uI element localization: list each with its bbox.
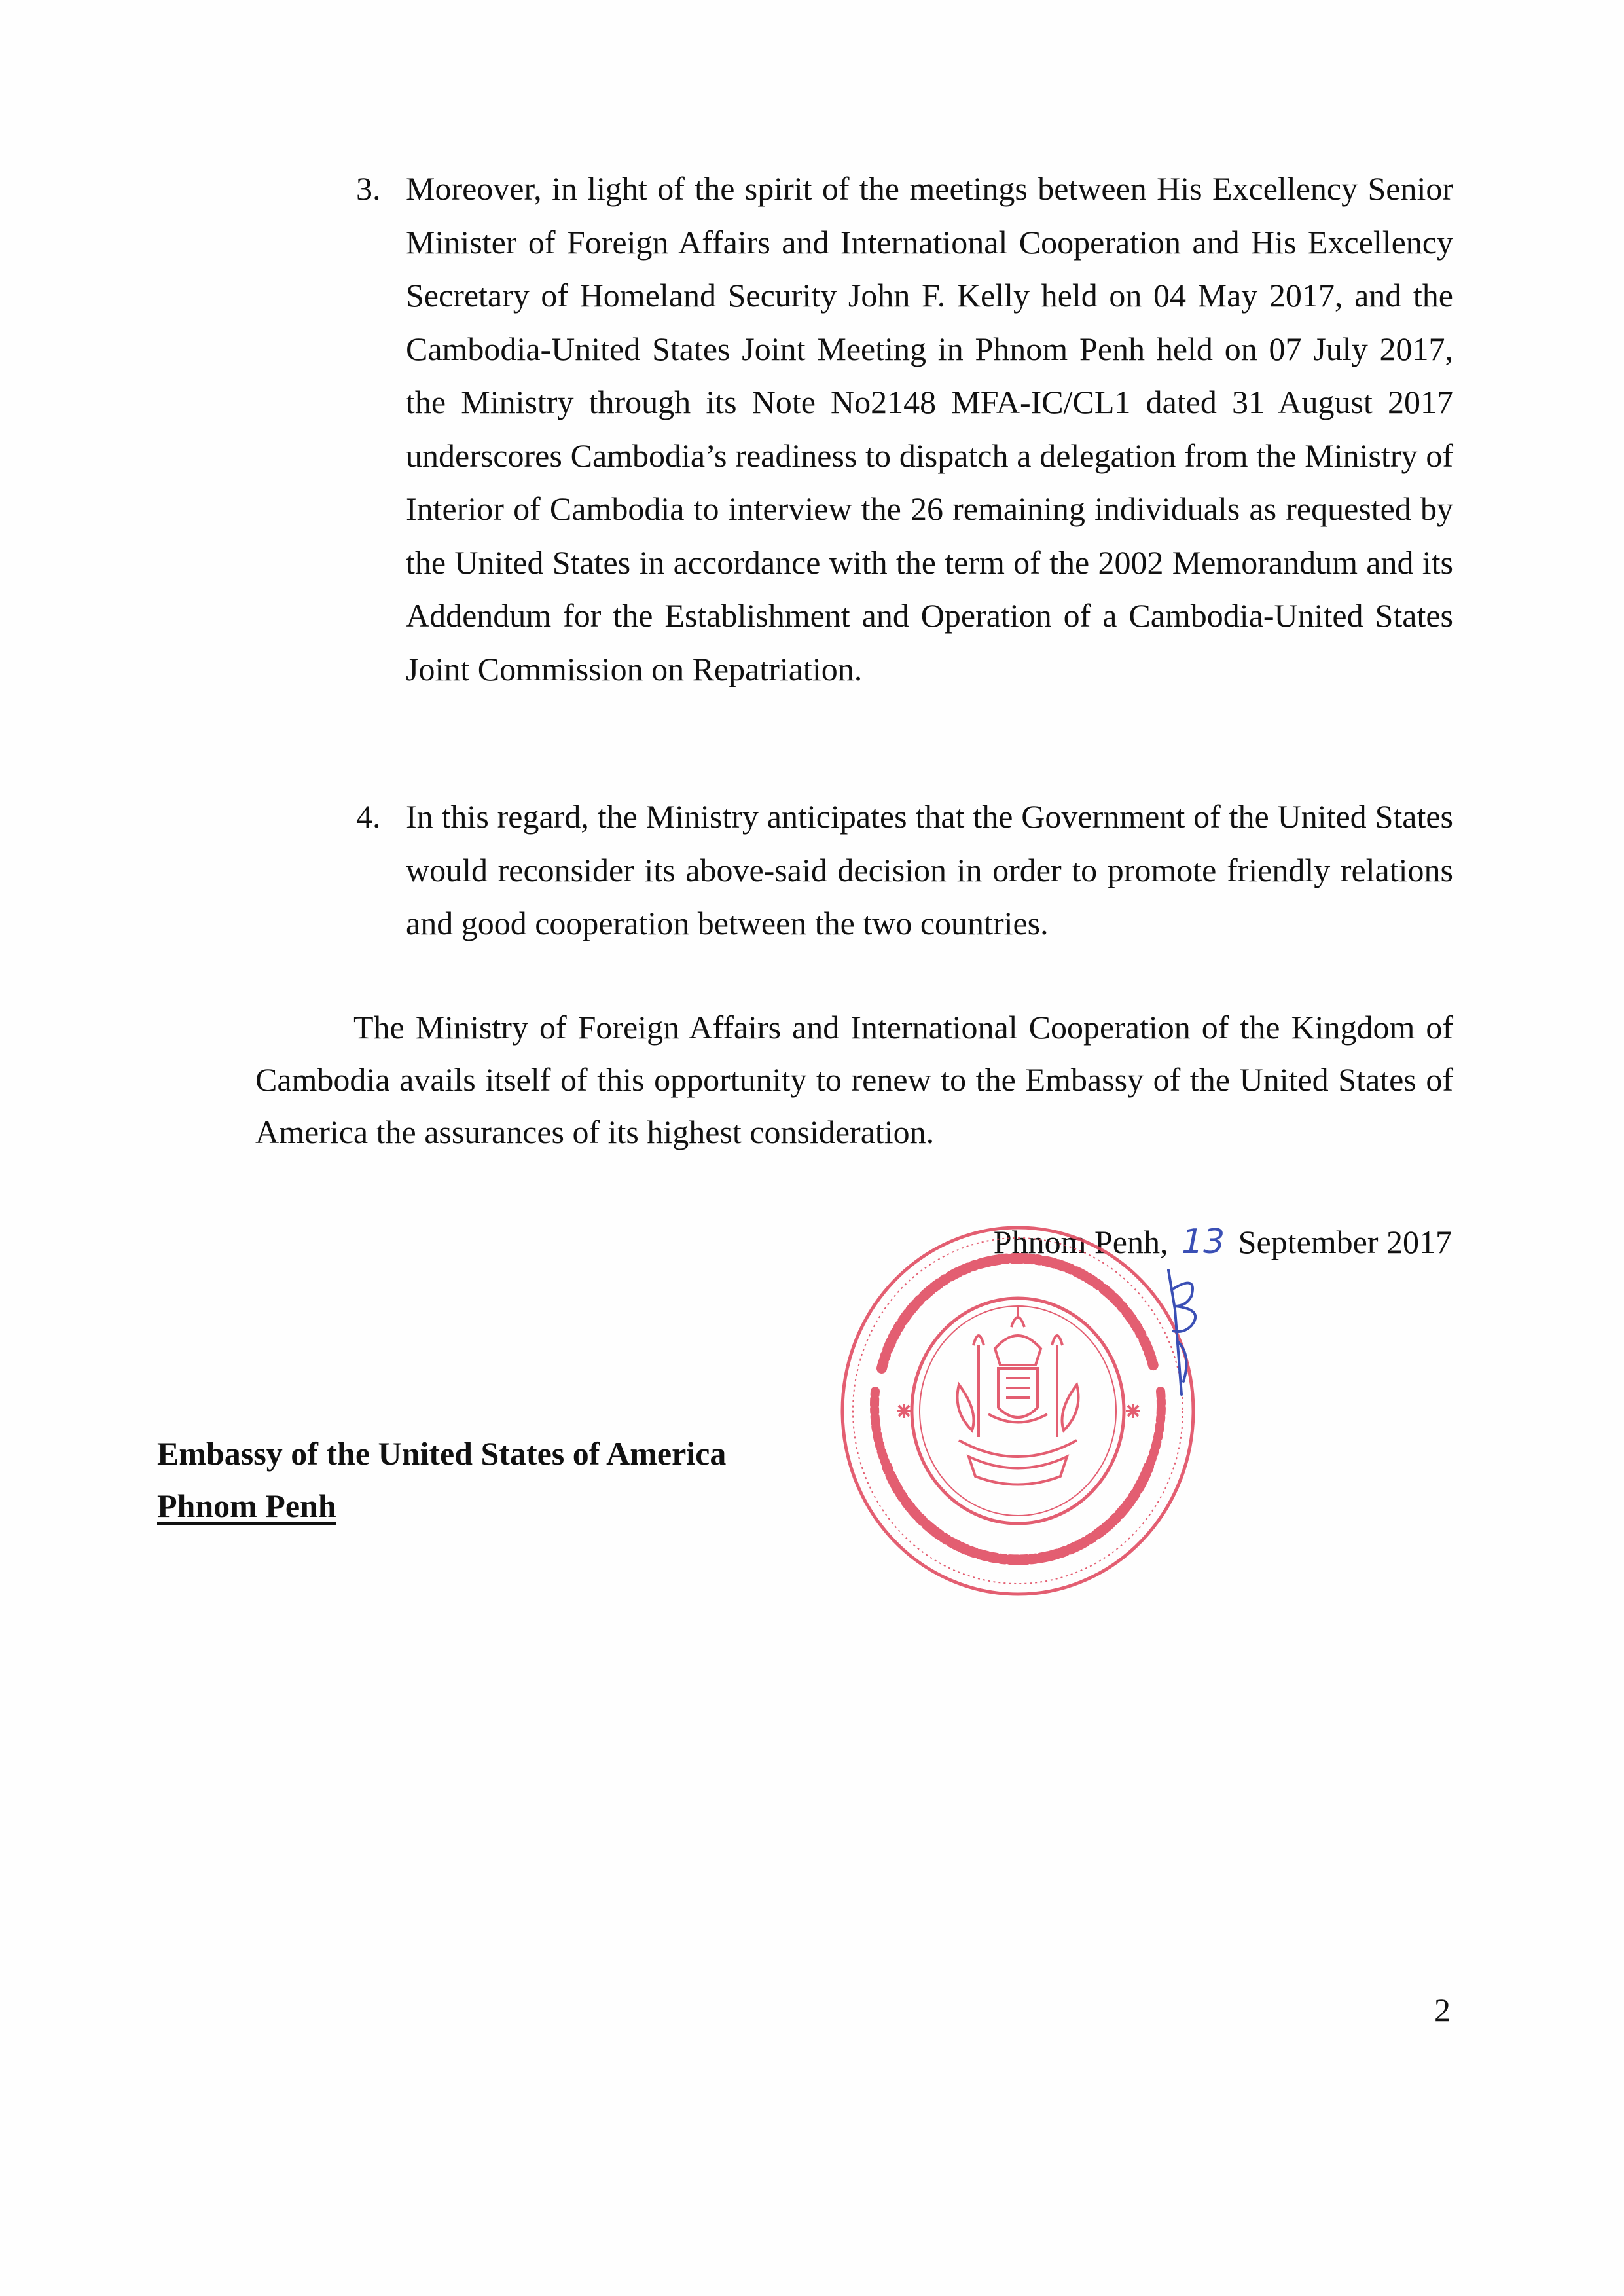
paragraph-text: Moreover, in light of the spirit of the meetings between His Excellency Senior Minister of Foreign Affairs and International Cooperation and His Excellency Secretary of Homeland Security John F. Kelly held on 04 May 2017, and the Cambodia-United States Joint Meeting in Phnom Penh held on 07 July 2017, the Ministry through its Note No2148 MFA-IC/CL1 dated 31 August 2017 underscores Cambodia’s readiness to dispatch a delegation from the Ministry of Interior of Cambodia to interview the 26 remaining individuals as requested by the United States in accordance with the term of the 2002 Memorandum and its Addendum for the Establishment and Operation of a Cambodia-United States Joint Commission on Repatriation. — [406, 170, 1453, 687]
closing-paragraph: The Ministry of Foreign Affairs and International Cooperation of the Kingdom of Cambodia avails itself of this opportunity to renew to the Embassy of the United States of America the assurances of its highest consideration. — [255, 1009, 1453, 1150]
addressee-name: Embassy of the United States of America — [157, 1435, 727, 1472]
addressee-city: Phnom Penh — [157, 1487, 336, 1524]
addressee-block — [157, 1427, 726, 1532]
paragraph-number: 4. — [356, 798, 381, 835]
page-number: 2 — [1434, 1992, 1451, 2028]
dateline-handwritten-day: 13 — [1182, 1222, 1225, 1262]
paragraph-text: In this regard, the Ministry anticipates that the Government of the United States would reconsider its above-said decision in order to promote friendly relations and good cooperation between the two countries. — [406, 798, 1453, 941]
handwritten-signature-icon — [1142, 1264, 1240, 1408]
dateline-month-year: September 2017 — [1238, 1224, 1452, 1260]
numbered-paragraph-3 — [357, 162, 1453, 696]
dateline-place: Phnom Penh, — [993, 1224, 1168, 1260]
numbered-paragraph-4 — [357, 790, 1453, 951]
paragraph-number: 3. — [356, 170, 381, 207]
